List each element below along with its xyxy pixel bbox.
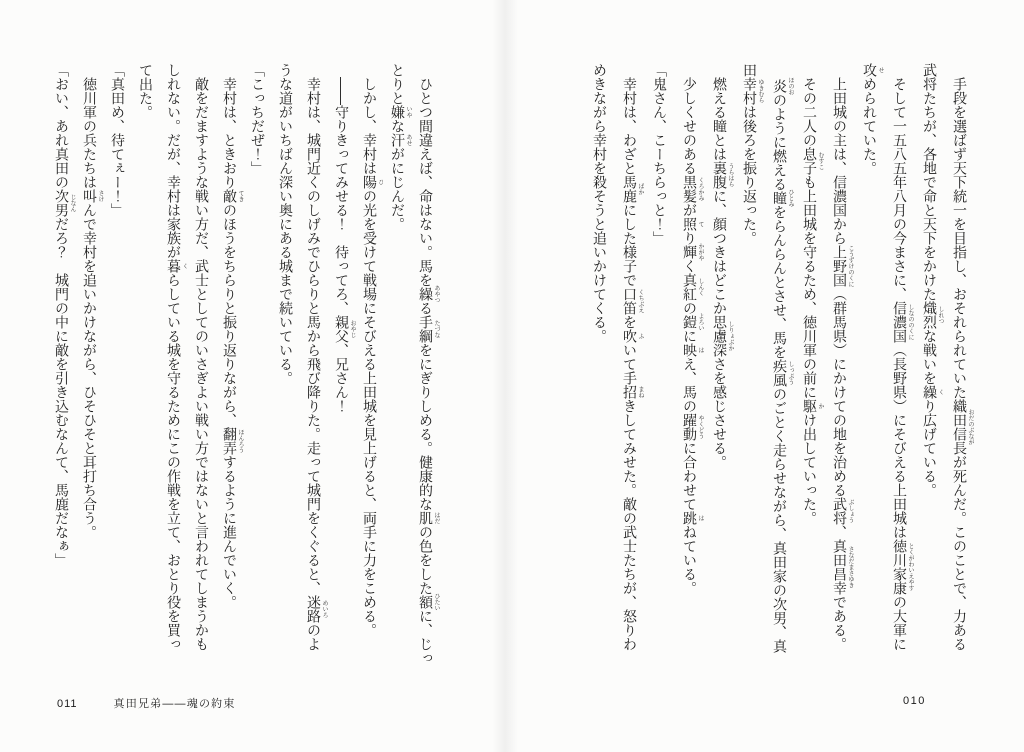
ruby-annotated-word: 裏腹 うらはら	[712, 161, 733, 189]
ruby-annotated-word: 迷路 めいろ	[306, 595, 327, 623]
text-column: そして一五八五年八月の今まさに、信濃国 しなののくに（長野県）にそびえる上田城は徳川家康 とくがわいえやすの大軍に	[892, 77, 913, 651]
ruby-annotated-word: 瞳 ひとみ	[772, 189, 793, 207]
running-title: 真田兄弟——魂の約束	[113, 698, 236, 710]
ruby-annotated-word: 敵 てき	[222, 189, 243, 203]
ruby-annotated-word: 吹 ふ	[622, 329, 643, 343]
ruby-annotated-word: 徳川家康 とくがわいえやす	[892, 539, 913, 595]
ruby-annotated-word: 肌 はだ	[418, 511, 439, 525]
ruby-annotated-word: 繰 あやつ	[418, 285, 439, 303]
page-gutter	[492, 0, 518, 752]
ruby-annotated-word: 映 は	[682, 343, 703, 357]
text-column: しかし、幸村は陽 ひの光を受けて戦場にそびえる上田城を見上げると、両手に力をこめる。	[362, 77, 383, 637]
text-column: しれない。だが、幸村は家族が暮 くらしている城を守るためにこの作戦を立て、おとり役を買っ	[166, 63, 187, 651]
text-column: 手段を選ばず天下統一を目指し、おそれられていた織田信長 おだのぶながが死んだ。このことで、力ある	[952, 77, 973, 651]
text-column: て出た。	[138, 63, 154, 119]
text-column: 「真田め、待てぇー！」	[110, 63, 126, 217]
text-column: 田幸村 ゆきむらは後ろを振り返った。	[742, 63, 763, 245]
ruby-annotated-word: 嫌 いや	[390, 105, 411, 119]
ruby-annotated-word: 繰 く	[922, 385, 943, 399]
text-column: 「おい、あれ真田の次男 じなんだろ？ 城門の中に敵を引き込むなんて、馬鹿だなぁ」	[54, 63, 75, 567]
text-column: 徳川軍の兵たちは叫 さけんで幸村を追いかけながら、ひそひそと耳打ち合う。	[82, 77, 103, 539]
ruby-annotated-word: 叫 さけ	[82, 189, 103, 203]
text-column: 「鬼さん、こーちらっと！」	[652, 63, 668, 245]
ruby-annotated-word: 躍動 やくどう	[682, 413, 703, 441]
text-column: 少しくせのある黒髪 くろかみが照 てり輝 かがやく真紅 しんくの鎧 よろいに映 はえ、馬の躍動 やくどうに合わせて跳 はねている。	[682, 77, 703, 595]
ruby-annotated-word: 熾烈 しれつ	[922, 301, 943, 329]
ruby-annotated-word: 攻 せ	[862, 63, 883, 77]
ruby-annotated-word: 思慮深 しりょぶか	[712, 315, 733, 357]
text-column: 上田城の主は、信濃国から上野国 こうずけのくに（群馬県）にかけての地を治める武将 ぶしょう、真田昌幸 さなだまさゆきである。	[832, 77, 853, 651]
ruby-annotated-word: 翻弄 ほんろう	[222, 427, 243, 455]
page-text	[585, 63, 975, 663]
ruby-annotated-word: 口笛 くちぶえ	[622, 287, 643, 315]
ruby-annotated-word: 疾風 しっぷう	[772, 359, 793, 387]
text-column: 炎 ほのおのように燃える瞳 ひとみをらんらんとさせ、馬を疾風 しっぷうのごとく走らせながら、真田家の次男、真	[772, 77, 793, 653]
ruby-annotated-word: 信濃国 しなののくに	[892, 301, 913, 343]
ruby-annotated-word: 真紅 しんく	[682, 273, 703, 301]
page-footer	[57, 695, 236, 711]
ruby-annotated-word: 黒髪 くろかみ	[682, 175, 703, 203]
text-column: ひとつ間違えば、命はない。馬を繰 あやつる手綱 たづなをにぎりしめる。健康的な肌 はだの色をした額 ひたいに、じっ	[418, 77, 439, 665]
ruby-annotated-word: 織田信長 おだのぶなが	[952, 399, 973, 455]
ruby-annotated-word: 輝 かがや	[682, 243, 703, 261]
text-column: 「こっちだぜ！」	[250, 63, 266, 175]
text-column: 幸村は、わざと馬鹿 ばかにした様子で口笛 くちぶえを吹 ふいて手招 まねきしてみせた。敵の武士たちが、怒りわ	[622, 77, 643, 651]
text-column: 攻 せめられていた。	[862, 63, 883, 175]
text-column: うな道がいちばん深い奥にある城まで続いている。	[278, 63, 294, 385]
ruby-annotated-word: 上野国 こうずけのくに	[832, 245, 853, 287]
ruby-annotated-word: 次男 じなん	[54, 189, 75, 217]
ruby-annotated-word: 親父 おやじ	[334, 315, 355, 343]
ruby-annotated-word: 跳 は	[682, 511, 703, 525]
text-column: 敵をだますような戦い方だ、武士としてのいさぎよい戦い方ではないと言われてしまうかも	[194, 77, 210, 651]
text-column: ――守りきってみせる！ 待ってろ、親父 おやじ、兄さん！	[334, 77, 355, 413]
ruby-annotated-word: 炎 ほのお	[772, 77, 793, 95]
page-number: 010	[903, 695, 926, 707]
ruby-annotated-word: 額 ひたい	[418, 593, 439, 611]
ruby-annotated-word: 真田昌幸 さなだまさゆき	[832, 539, 853, 595]
text-column: 幸村は、ときおり敵 てきのほうをちらりと振り返りながら、翻弄 ほんろうするように進んでいく。	[222, 77, 243, 609]
ruby-annotated-word: 幸村 ゆきむら	[742, 77, 763, 105]
ruby-annotated-word: 武将 ぶしょう	[832, 497, 853, 525]
ruby-annotated-word: 招 まね	[622, 385, 643, 399]
ruby-annotated-word: 暮 く	[166, 259, 187, 273]
text-column: とりと嫌 いやな汗 あせがにじんだ。	[390, 63, 411, 231]
ruby-annotated-word: 鎧 よろい	[682, 313, 703, 331]
ruby-annotated-word: 照 て	[682, 217, 703, 231]
ruby-annotated-word: 汗 あせ	[390, 133, 411, 147]
page-text	[48, 63, 440, 663]
ruby-annotated-word: 駆 か	[802, 399, 823, 413]
ruby-annotated-word: 陽 ひ	[362, 175, 383, 189]
text-column: めきながら幸村を殺そうと追いかけてくる。	[592, 63, 608, 343]
page-number: 011	[57, 698, 78, 710]
ruby-annotated-word: 手綱 たづな	[418, 315, 439, 343]
text-column: その二人の息子 むすこも上田城を守るため、徳川軍の前に駆 かけ出していった。	[802, 77, 823, 525]
text-column: 幸村は、城門近くのしげみでひらりと馬から飛び降りた。走って城門をくぐると、迷路 めいろのよ	[306, 77, 327, 651]
ruby-annotated-word: 馬鹿 ばか	[622, 175, 643, 203]
ruby-annotated-word: 息子 むすこ	[802, 147, 823, 175]
text-column: 武将たちが、各地で命と天下をかけた熾烈 しれつな戦いを繰 くり広げている。	[922, 63, 943, 497]
text-column: 燃える瞳とは裏腹 うらはらに、顔つきはどこか思慮深 しりょぶかさを感じさせる。	[712, 77, 733, 469]
